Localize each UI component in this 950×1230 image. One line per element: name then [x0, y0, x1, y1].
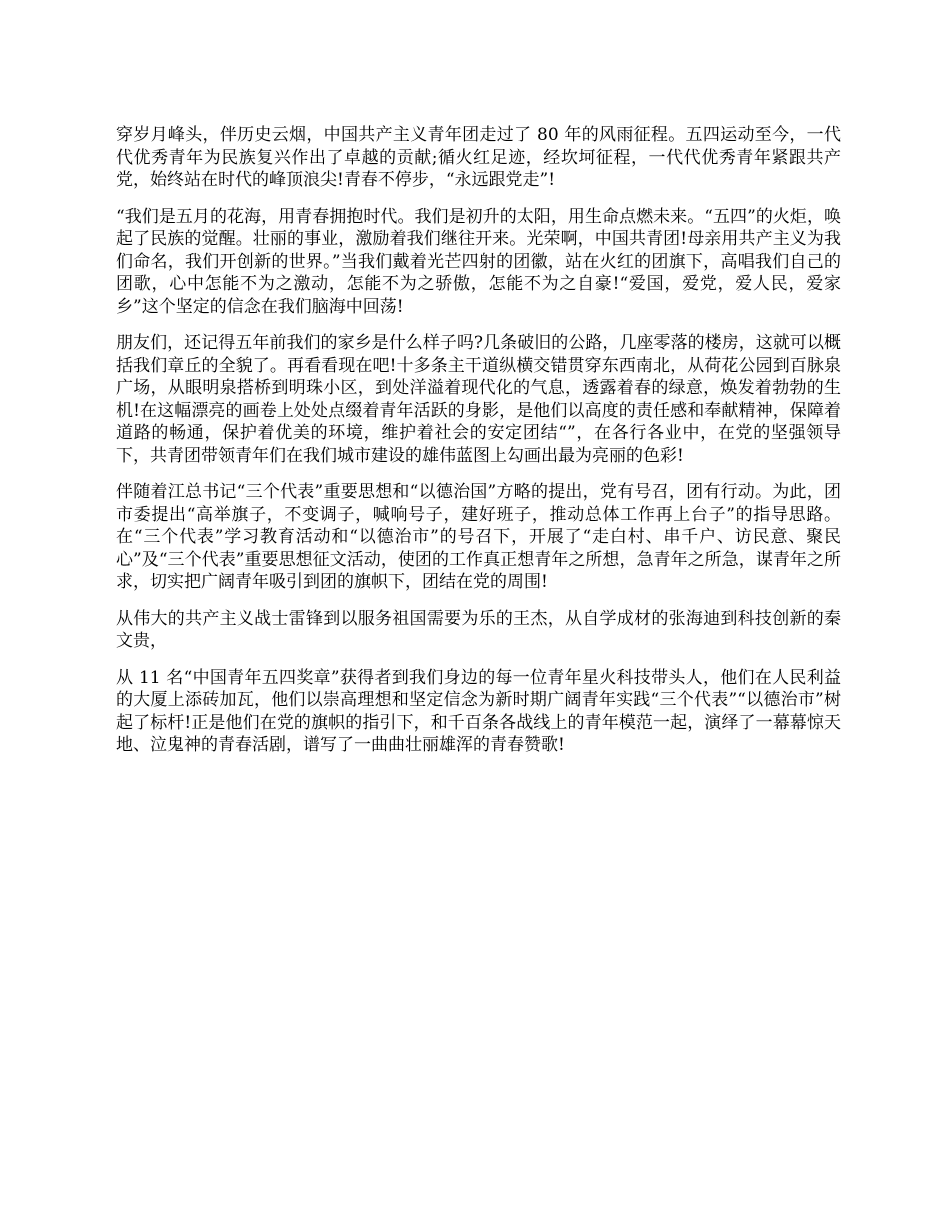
document-page [116, 124, 841, 771]
paragraph-5: 从伟大的共产主义战士雷锋到以服务祖国需要为乐的王杰，从自学成材的张海迪到科技创新的秦文贵， [116, 608, 841, 651]
paragraph-4: 伴随着江总书记“三个代表”重要思想和“以德治国”方略的提出，党有号召，团有行动。为此，团市委提出“高举旗子，不变调子，喊响号子，建好班子，推动总体工作再上台子”的指导思路。在“三个代表”学习教育活动和“以德治市”的号召下，开展了“走白村、串千户、访民意、聚民心”及“三个代表”重要思想征文活动，使团的工作真正想青年之所想，急青年之所急，谋青年之所求，切实把广阔青年吸引到团的旗帜下，团结在党的周围! [116, 482, 841, 592]
paragraph-3: 朋友们，还记得五年前我们的家乡是什么样子吗?几条破旧的公路，几座零落的楼房，这就可以概括我们章丘的全貌了。再看看现在吧!十多条主干道纵横交错贯穿东西南北，从荷花公园到百脉泉广场，从眼明泉搭桥到明珠小区，到处洋溢着现代化的气息，透露着春的绿意，焕发着勃勃的生机!在这幅漂亮的画卷上处处点缀着青年活跃的身影，是他们以高度的责任感和奉献精神，保障着道路的畅通，保护着优美的环境，维护着社会的安定团结“”，在各行各业中，在党的坚强领导下，共青团带领青年们在我们城市建设的雄伟蓝图上勾画出最为亮丽的色彩! [116, 333, 841, 466]
paragraph-2: “我们是五月的花海，用青春拥抱时代。我们是初升的太阳，用生命点燃未来。“五四”的火炬，唤起了民族的觉醒。壮丽的事业，激励着我们继往开来。光荣啊，中国共青团!母亲用共产主义为我们命名，我们开创新的世界。”当我们戴着光芒四射的团徽，站在火红的团旗下，高唱我们自己的团歌，心中怎能不为之激动，怎能不为之骄傲，怎能不为之自豪!“爱国，爱党，爱人民，爱家乡”这个坚定的信念在我们脑海中回荡! [116, 206, 841, 317]
paragraph-6: 从 11 名“中国青年五四奖章”获得者到我们身边的每一位青年星火科技带头人，他们在人民利益的大厦上添砖加瓦，他们以崇高理想和坚定信念为新时期广阔青年实践“三个代表”“以德治市”树起了标杆!正是他们在党的旗帜的指引下，和千百条各战线上的青年模范一起，演绎了一幕幕惊天地、泣鬼神的青春活剧，谱写了一曲曲壮丽雄浑的青春赞歌! [116, 667, 841, 755]
paragraph-1: 穿岁月峰头，伴历史云烟，中国共产主义青年团走过了 80 年的风雨征程。五四运动至今，一代代优秀青年为民族复兴作出了卓越的贡献;循火红足迹，经坎坷征程，一代代优秀青年紧跟共产党，始终站在时代的峰顶浪尖!青春不停步，“永远跟党走”! [116, 125, 841, 190]
